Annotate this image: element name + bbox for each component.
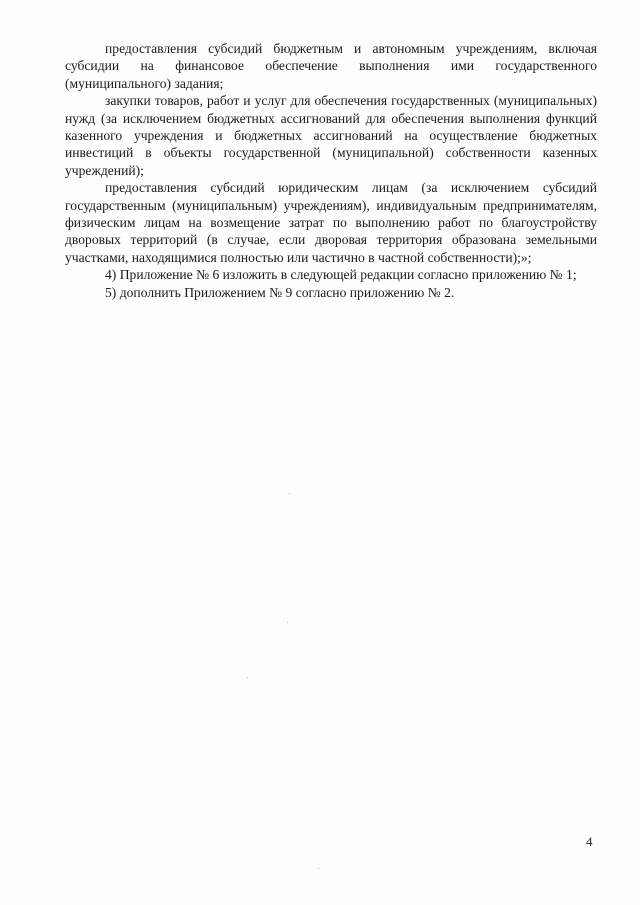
document-body	[65, 40, 597, 301]
paragraph-item-5: 5) дополнить Приложением № 9 согласно приложению № 2.	[105, 284, 455, 300]
scan-speck	[318, 868, 319, 869]
paragraph-subsidies-institutions: предоставления субсидий бюджетным и автономным учреждениям, включая субсидии на финансовое обеспечение выполнения ими государственного (муниципального) задания;	[65, 41, 597, 91]
scan-speck	[287, 622, 288, 623]
paragraph-subsidies-legal-entities: предоставления субсидий юридическим лицам (за исключением субсидий государственным (муниципальным) учреждениям), индивидуальным предпринимателям, физическим лицам на возмещение затрат по выполнению работ по благоустройству дворовых территорий (в случае, если дворовая территория образована земельными участками, находящимися полностью или частично в частной собственности);»;	[65, 180, 597, 265]
scan-speck	[247, 677, 248, 678]
paragraph-item-4: 4) Приложение № 6 изложить в следующей редакции согласно приложению № 1;	[105, 267, 577, 283]
page-number: 4	[586, 834, 593, 849]
scan-speck	[289, 493, 290, 494]
paragraph-procurement: закупки товаров, работ и услуг для обеспечения государственных (муниципальных) нужд (за исключением бюджетных ассигнований для обеспечения выполнения функций казенного учреждения и бюджетных ассигнований на осуществление бюджетных инвестиций в объекты государственной (муниципальной) собственности казенных учреждений);	[65, 93, 597, 178]
